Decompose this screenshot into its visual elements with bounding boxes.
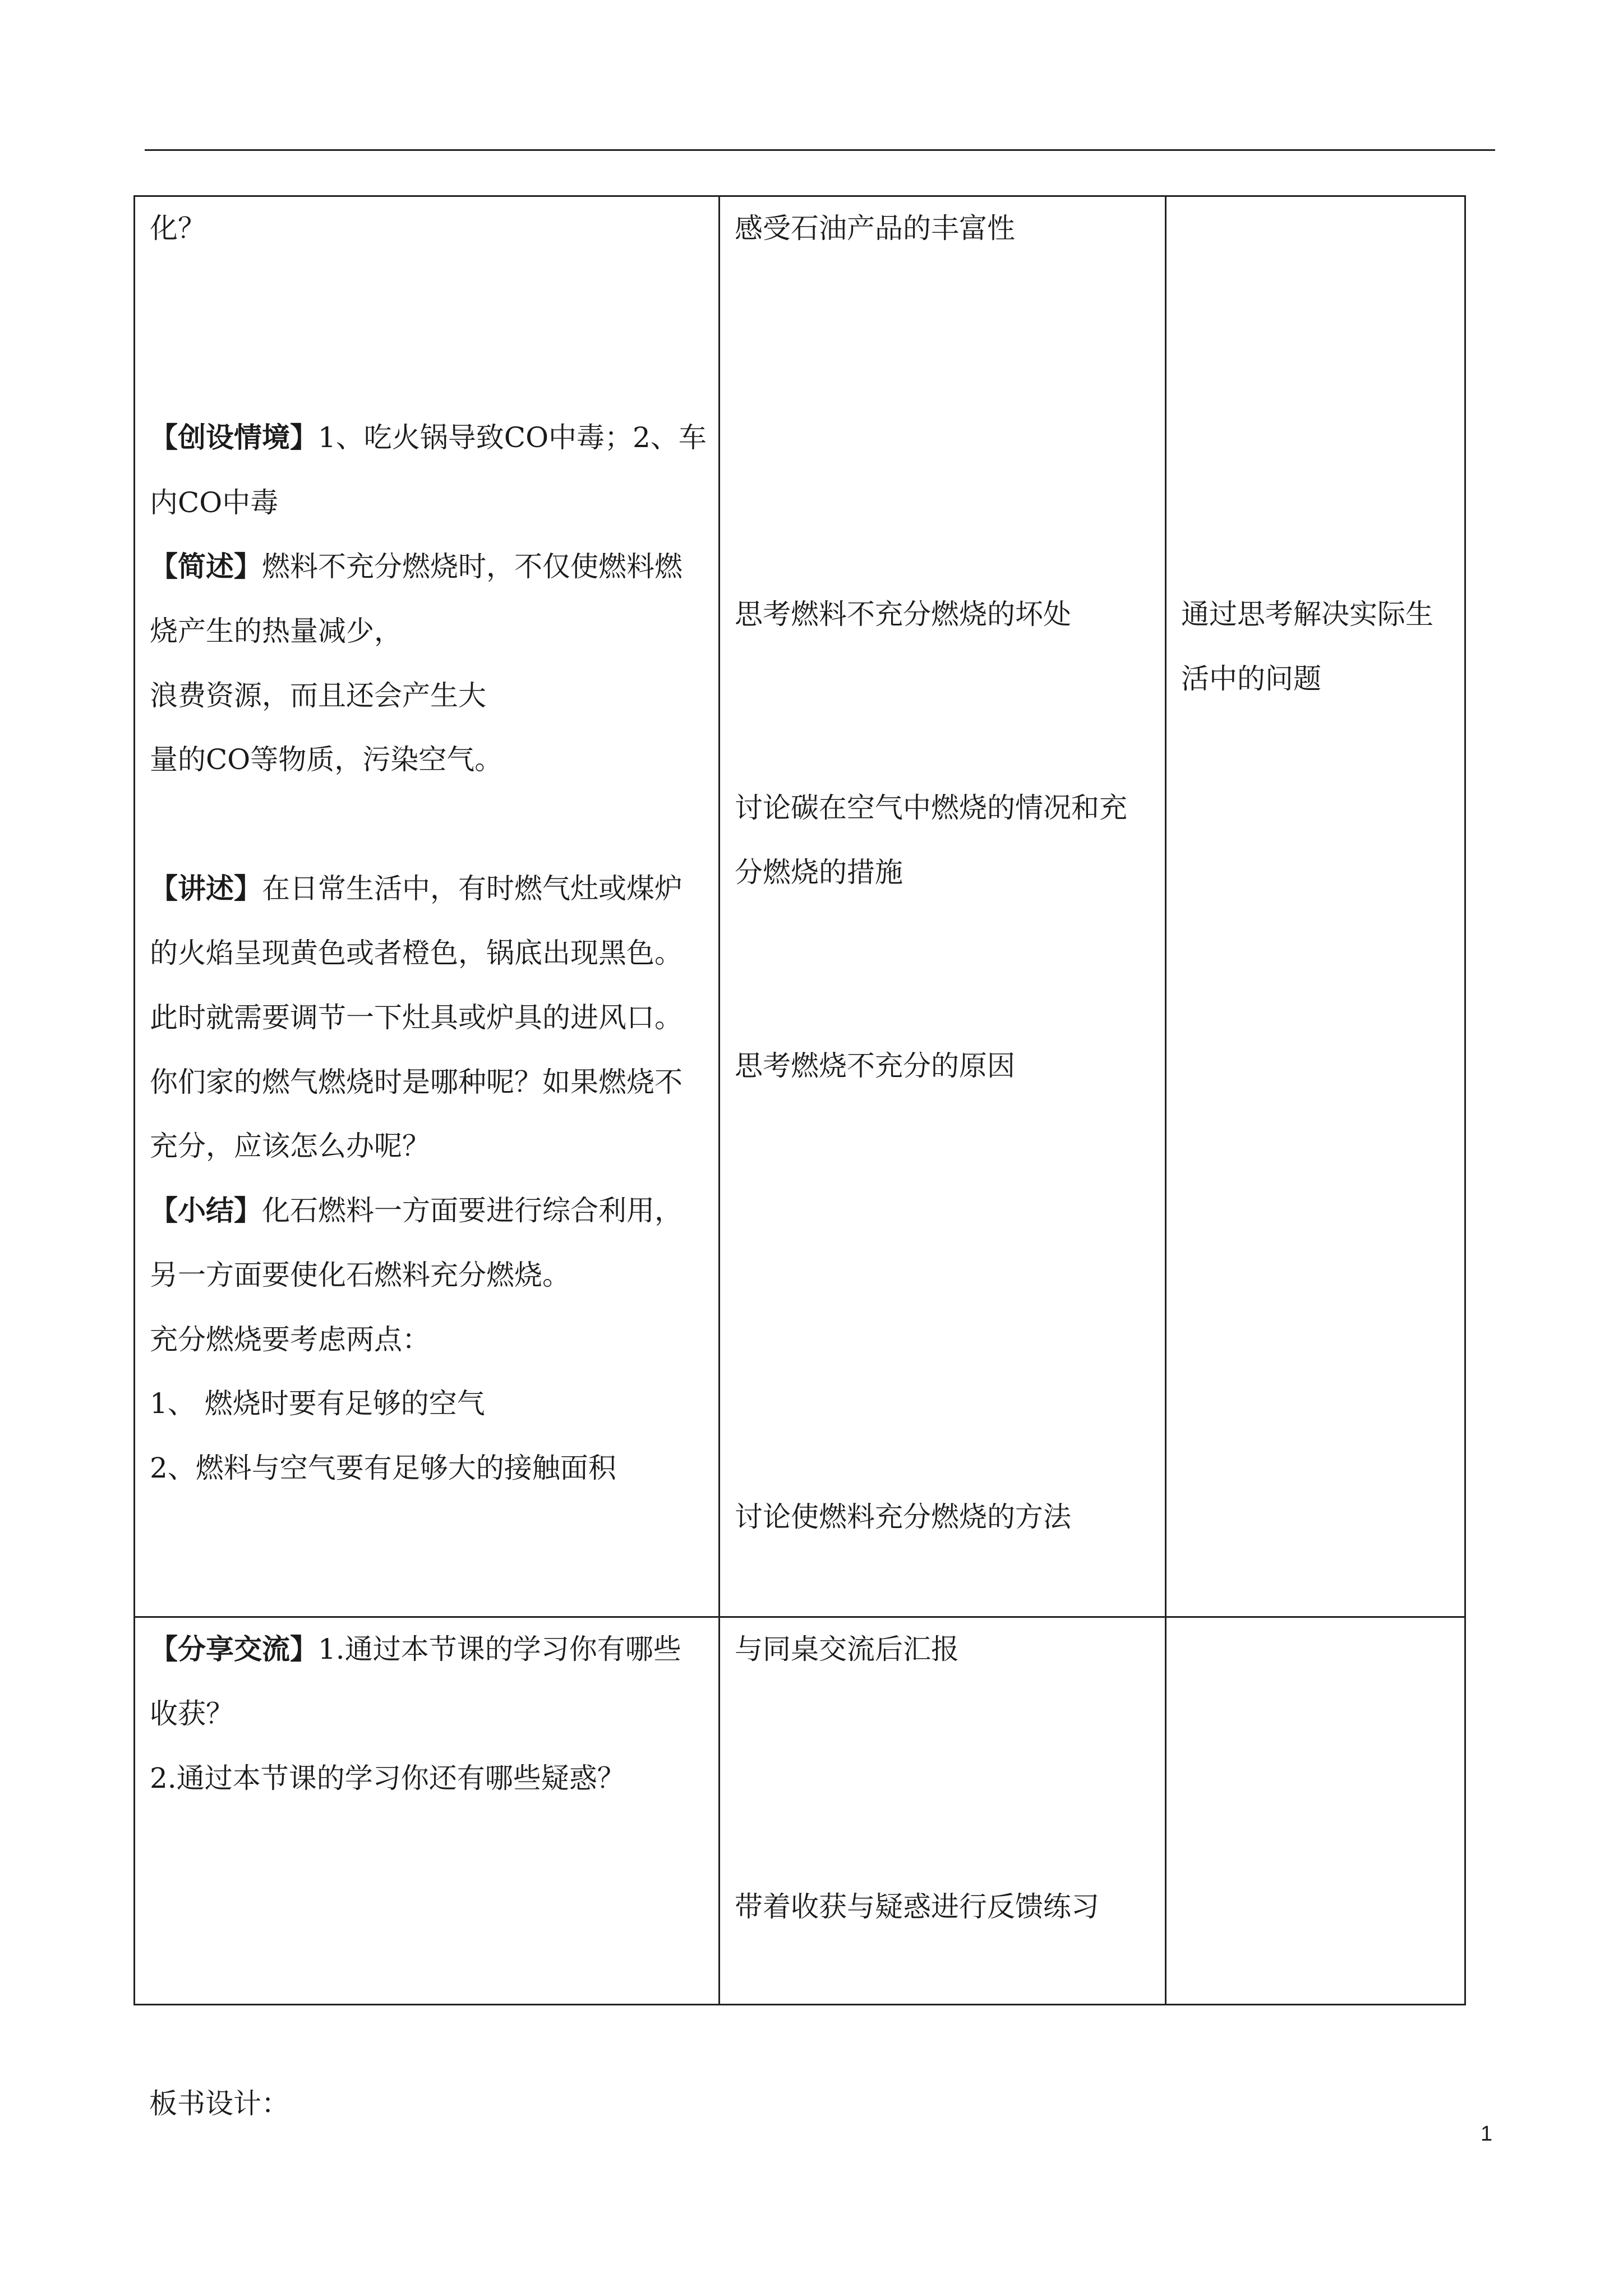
text-line: 烧产生的热量减少， xyxy=(150,615,402,647)
board-design-label: 板书设计： xyxy=(149,2087,289,2120)
student-activity-cell xyxy=(720,196,1166,1617)
text-line: 讨论碳在空气中燃烧的情况和充 xyxy=(735,792,1127,824)
teacher-activity-cell xyxy=(135,196,720,1617)
section-tag: 【创设情境】 xyxy=(150,421,318,454)
teacher-activity-cell xyxy=(135,1617,720,2005)
text-line: 【分享交流】1.通过本节课的学习你有哪些 xyxy=(150,1632,681,1665)
student-activity-cell xyxy=(720,1617,1166,2005)
text-line: 充分，应该怎么办呢？ xyxy=(150,1130,430,1162)
text-line: 2、燃料与空气要有足够大的接触面积 xyxy=(150,1452,616,1484)
text-line: 带着收获与疑惑进行反馈练习 xyxy=(735,1890,1099,1923)
section-tag: 【讲述】 xyxy=(150,872,262,905)
text-line: 另一方面要使化石燃料充分燃烧。 xyxy=(150,1259,570,1291)
text-line: 此时就需要调节一下灶具或炉具的进风口。 xyxy=(150,1001,683,1034)
text-line: 与同桌交流后汇报 xyxy=(735,1633,959,1665)
text-line: 讨论使燃料充分燃烧的方法 xyxy=(735,1501,1071,1533)
text-line: 分燃烧的措施 xyxy=(735,856,903,889)
text-line: 【讲述】在日常生活中，有时燃气灶或煤炉 xyxy=(150,872,683,905)
text-line: 通过思考解决实际生 xyxy=(1181,598,1433,631)
text-line: 内CO中毒 xyxy=(150,486,279,519)
text-line: 思考燃烧不充分的原因 xyxy=(735,1050,1015,1082)
text-line: 活中的问题 xyxy=(1181,662,1321,695)
text-line: 【简述】燃料不充分燃烧时，不仅使燃料燃 xyxy=(150,550,683,583)
text-line: 1、 燃烧时要有足够的空气 xyxy=(150,1387,485,1420)
section-tag: 【小结】 xyxy=(150,1194,262,1227)
text-line: 思考燃料不充分燃烧的坏处 xyxy=(735,598,1071,631)
text-line: 【创设情境】1、吃火锅导致CO中毒；2、车 xyxy=(150,421,707,454)
table-row xyxy=(135,196,1465,1617)
text-line: 的火焰呈现黄色或者橙色，锅底出现黑色。 xyxy=(150,937,683,969)
text-line: 充分燃烧要考虑两点： xyxy=(150,1323,430,1356)
design-intent-cell xyxy=(1166,196,1465,1617)
text-line: 浪费资源，而且还会产生大 xyxy=(150,679,486,712)
text-line: 量的CO等物质，污染空气。 xyxy=(150,743,503,776)
text-line: 收获？ xyxy=(150,1697,234,1730)
section-tag: 【分享交流】 xyxy=(150,1632,318,1665)
table-row xyxy=(135,1617,1465,2005)
text-line: 化？ xyxy=(150,212,206,245)
lesson-plan-table xyxy=(133,195,1466,2005)
section-tag: 【简述】 xyxy=(150,550,262,583)
text-line: 2.通过本节课的学习你还有哪些疑惑？ xyxy=(150,1762,625,1795)
text-line: 【小结】化石燃料一方面要进行综合利用， xyxy=(150,1194,683,1227)
page-number: 1 xyxy=(1481,2122,1493,2146)
text-line: 感受石油产品的丰富性 xyxy=(735,212,1015,245)
text-line: 你们家的燃气燃烧时是哪种呢？如果燃烧不 xyxy=(150,1066,683,1098)
header-rule xyxy=(145,149,1495,151)
design-intent-cell xyxy=(1166,1617,1465,2005)
